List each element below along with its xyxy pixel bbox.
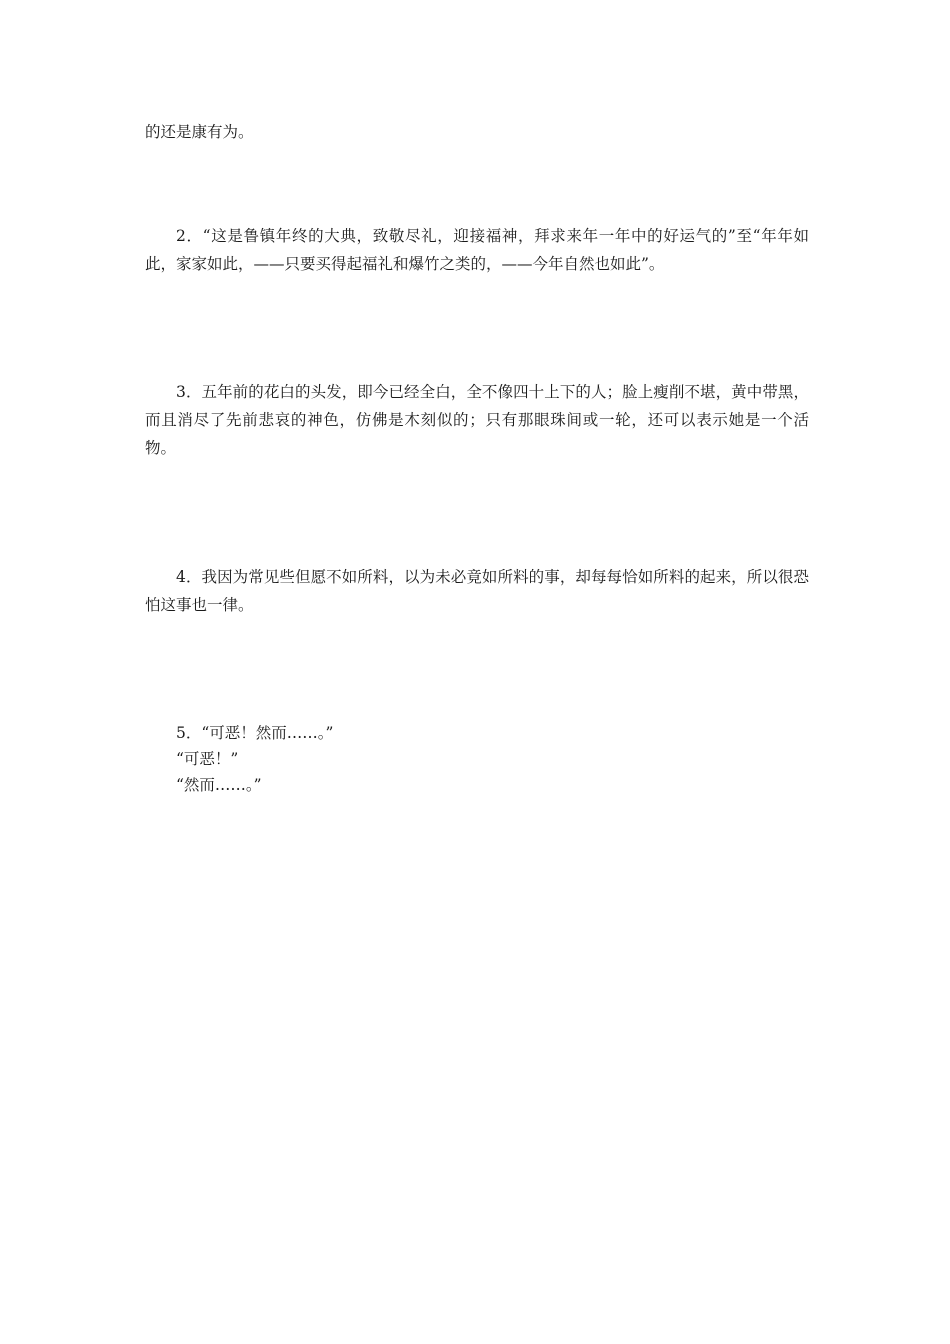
item-5-line-3: “然而……。”	[176, 776, 262, 794]
item-4-text: 4．我因为常见些但愿不如所料，以为未必竟如所料的事，却每每恰如所料的起来，所以很恐怕这事也一律。	[145, 568, 809, 614]
item-5-line-2: “可恶！”	[176, 750, 239, 768]
item-2-text: 2．“这是鲁镇年终的大典，致敬尽礼，迎接福神，拜求来年一年中的好运气的”至“年年如此，家家如此，——只要买得起福礼和爆竹之类的，——今年自然也如此”。	[145, 227, 809, 273]
continuation-text: 的还是康有为。	[145, 123, 254, 141]
item-5-line-1: 5．“可恶！然而……。”	[176, 724, 334, 742]
item-3-text: 3．五年前的花白的头发，即今已经全白，全不像四十上下的人；脸上瘦削不堪，黄中带黑，而且消尽了先前悲哀的神色，仿佛是木刻似的；只有那眼珠间或一轮，还可以表示她是一个活物。	[145, 383, 809, 457]
